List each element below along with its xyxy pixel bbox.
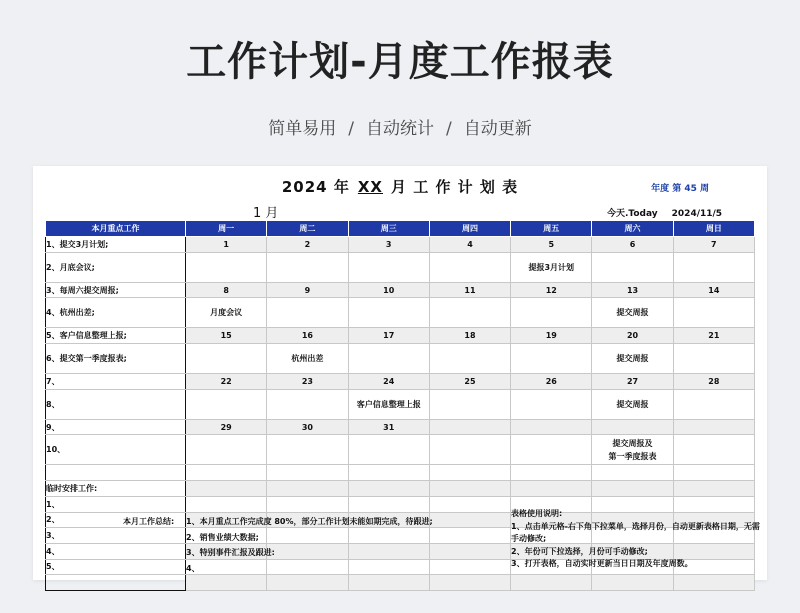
day-event[interactable] <box>673 298 754 328</box>
day-number: 3 <box>348 237 429 253</box>
day-number: 14 <box>673 282 754 298</box>
day-event[interactable] <box>267 298 348 328</box>
focus-work-item[interactable]: 临时安排工作: <box>46 481 186 497</box>
empty-cell[interactable] <box>511 465 592 481</box>
day-event[interactable] <box>511 344 592 374</box>
header-weekday: 周三 <box>348 221 429 237</box>
empty-cell[interactable] <box>429 496 510 512</box>
focus-work-item[interactable]: 1、 <box>46 496 186 512</box>
focus-work-item[interactable]: 2、月底会议; <box>46 252 186 282</box>
day-event[interactable] <box>673 435 754 465</box>
today-date: 2024/11/5 <box>671 209 723 219</box>
day-event[interactable] <box>592 252 673 282</box>
summary-item: 3、特别事件汇报及跟进: <box>186 548 275 557</box>
header-weekday: 周五 <box>511 221 592 237</box>
summary-item: 4、 <box>186 563 200 573</box>
day-event[interactable] <box>429 389 510 419</box>
focus-work-item[interactable]: 10、 <box>46 435 186 465</box>
empty-cell[interactable] <box>673 465 754 481</box>
today-label: 今天.Today <box>607 209 658 219</box>
day-number: 2 <box>267 237 348 253</box>
empty-cell[interactable] <box>429 559 510 575</box>
day-event[interactable] <box>673 389 754 419</box>
focus-work-item[interactable] <box>46 575 186 591</box>
day-number: 26 <box>511 374 592 390</box>
empty-cell[interactable] <box>592 481 673 497</box>
day-event[interactable] <box>511 435 592 465</box>
day-event[interactable] <box>186 435 267 465</box>
focus-work-item[interactable]: 7、 <box>46 374 186 390</box>
day-number <box>592 419 673 435</box>
header-weekday: 周一 <box>186 221 267 237</box>
spreadsheet <box>33 166 767 580</box>
day-number: 17 <box>348 328 429 344</box>
empty-cell[interactable] <box>592 465 673 481</box>
month-placeholder[interactable]: XX <box>357 178 383 196</box>
focus-work-item[interactable]: 4、 <box>46 543 186 559</box>
day-event[interactable] <box>348 252 429 282</box>
day-event[interactable] <box>186 344 267 374</box>
header-weekday: 周四 <box>429 221 510 237</box>
day-number: 25 <box>429 374 510 390</box>
day-number: 1 <box>186 237 267 253</box>
header-weekday: 周日 <box>673 221 754 237</box>
focus-work-item[interactable]: 3、 <box>46 528 186 544</box>
day-event[interactable]: 提报3月计划 <box>511 252 592 282</box>
day-number: 28 <box>673 374 754 390</box>
day-number: 5 <box>511 237 592 253</box>
day-number: 31 <box>348 419 429 435</box>
day-event[interactable]: 提交周报 <box>592 344 673 374</box>
day-event[interactable] <box>267 435 348 465</box>
day-event[interactable] <box>429 252 510 282</box>
focus-work-item[interactable]: 3、每周六提交周报; <box>46 282 186 298</box>
empty-cell[interactable] <box>429 575 510 591</box>
empty-cell[interactable] <box>673 481 754 497</box>
day-number: 18 <box>429 328 510 344</box>
day-number: 8 <box>186 282 267 298</box>
notes-title: 表格使用说明: <box>511 509 563 518</box>
day-number: 12 <box>511 282 592 298</box>
month-select[interactable]: 1 月 <box>253 206 279 221</box>
day-number: 20 <box>592 328 673 344</box>
day-number: 22 <box>186 374 267 390</box>
day-event[interactable] <box>673 252 754 282</box>
day-number: 27 <box>592 374 673 390</box>
day-number: 21 <box>673 328 754 344</box>
day-event[interactable] <box>186 252 267 282</box>
day-number: 15 <box>186 328 267 344</box>
day-number: 16 <box>267 328 348 344</box>
empty-cell[interactable] <box>429 543 510 559</box>
day-event[interactable] <box>267 252 348 282</box>
summary-item: 2、销售业绩大数据; <box>186 532 259 542</box>
week-number: 年度 第 45 周 <box>651 184 709 194</box>
empty-cell[interactable] <box>673 575 754 591</box>
empty-cell[interactable] <box>429 528 510 544</box>
day-number <box>511 419 592 435</box>
today <box>607 206 722 219</box>
day-number <box>429 419 510 435</box>
focus-work-item[interactable]: 6、提交第一季度报表; <box>46 344 186 374</box>
day-number: 4 <box>429 237 510 253</box>
empty-cell[interactable] <box>267 575 348 591</box>
day-event[interactable]: 提交周报及 第一季度报表 <box>592 435 673 465</box>
day-number: 13 <box>592 282 673 298</box>
separator: / <box>446 119 452 139</box>
day-event[interactable] <box>429 435 510 465</box>
empty-cell[interactable] <box>348 481 429 497</box>
empty-cell[interactable] <box>267 481 348 497</box>
empty-cell[interactable] <box>511 575 592 591</box>
subtitle-item: 简单易用 <box>268 119 337 139</box>
day-event[interactable] <box>348 298 429 328</box>
note-item: 2、年份可下拉选择，月份可手动修改; <box>511 546 648 556</box>
day-number: 23 <box>267 374 348 390</box>
day-number: 19 <box>511 328 592 344</box>
empty-cell[interactable] <box>429 481 510 497</box>
day-event[interactable] <box>511 298 592 328</box>
focus-work-item[interactable]: 8、 <box>46 389 186 419</box>
empty-cell[interactable] <box>511 481 592 497</box>
day-number: 9 <box>267 282 348 298</box>
focus-work-item[interactable]: 2、 <box>46 512 186 528</box>
day-number: 11 <box>429 282 510 298</box>
empty-cell[interactable] <box>267 465 348 481</box>
empty-cell[interactable] <box>429 512 510 528</box>
empty-cell[interactable] <box>429 465 510 481</box>
day-event[interactable]: 提交周报 <box>592 389 673 419</box>
day-number <box>673 419 754 435</box>
focus-work-item[interactable]: 5、客户信息整理上报; <box>46 328 186 344</box>
day-event[interactable] <box>186 389 267 419</box>
title-rest: 月 工 作 计 划 表 <box>391 178 519 196</box>
day-event[interactable] <box>429 298 510 328</box>
day-event[interactable] <box>267 389 348 419</box>
day-event[interactable]: 杭州出差 <box>267 344 348 374</box>
usage-notes <box>511 508 761 571</box>
header-focus-work: 本月重点工作 <box>46 221 186 237</box>
subtitle-item: 自动统计 <box>366 119 434 139</box>
day-event[interactable] <box>348 344 429 374</box>
year-select[interactable]: 2024 年 <box>281 178 350 196</box>
note-item: 1、点击单元格-右下角下拉菜单，选择月份，自动更新表格日期，无需手动修改; <box>511 521 760 543</box>
empty-cell[interactable] <box>267 496 348 512</box>
summary-item: 1、本月重点工作完成度 80%，部分工作计划未能如期完成，待跟进; <box>186 517 433 526</box>
separator: / <box>348 119 354 139</box>
empty-cell[interactable] <box>348 496 429 512</box>
day-number: 30 <box>267 419 348 435</box>
day-event[interactable]: 客户信息整理上报 <box>348 389 429 419</box>
day-event[interactable] <box>429 344 510 374</box>
day-number: 10 <box>348 282 429 298</box>
empty-cell[interactable] <box>348 575 429 591</box>
day-event[interactable] <box>673 344 754 374</box>
day-event[interactable]: 月度会议 <box>186 298 267 328</box>
day-event[interactable]: 提交周报 <box>592 298 673 328</box>
page-title: 工作计划-月度工作报表 <box>186 39 614 85</box>
focus-work-item[interactable] <box>46 465 186 481</box>
day-number: 6 <box>592 237 673 253</box>
empty-cell[interactable] <box>186 575 267 591</box>
summary-label: 本月工作总结: <box>123 517 175 526</box>
header-weekday: 周二 <box>267 221 348 237</box>
day-number: 7 <box>673 237 754 253</box>
focus-work-item[interactable]: 5、 <box>46 559 186 575</box>
empty-cell[interactable] <box>186 481 267 497</box>
empty-cell[interactable] <box>592 575 673 591</box>
subtitle-item: 自动更新 <box>463 119 532 139</box>
focus-work-item[interactable]: 4、杭州出差; <box>46 298 186 328</box>
day-number: 29 <box>186 419 267 435</box>
header-weekday: 周六 <box>592 221 673 237</box>
empty-cell[interactable] <box>348 465 429 481</box>
day-event[interactable] <box>348 435 429 465</box>
empty-cell[interactable] <box>186 465 267 481</box>
focus-work-item[interactable]: 1、提交3月计划; <box>46 237 186 253</box>
note-item: 3、打开表格，自动实时更新当日日期及年度周数。 <box>511 559 693 568</box>
day-number: 24 <box>348 374 429 390</box>
focus-work-item[interactable]: 9、 <box>46 419 186 435</box>
day-event[interactable] <box>511 389 592 419</box>
subtitle <box>0 114 800 139</box>
empty-cell[interactable] <box>186 496 267 512</box>
